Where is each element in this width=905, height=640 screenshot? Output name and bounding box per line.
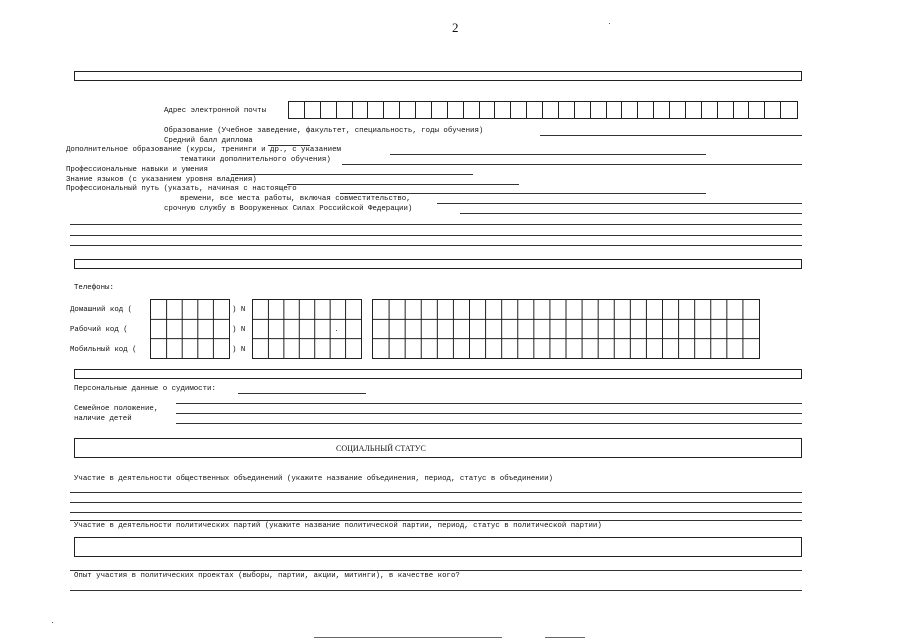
email-cell[interactable]	[686, 102, 702, 118]
email-label: Адрес электронной почты	[164, 107, 267, 115]
education-line[interactable]	[540, 135, 802, 136]
email-cell[interactable]	[337, 102, 353, 118]
phone-mobile-label: Мобильный код (	[70, 346, 137, 354]
email-cell[interactable]	[607, 102, 623, 118]
public-orgs-line-1[interactable]	[70, 492, 802, 493]
phone-number-grid-b[interactable]	[372, 299, 760, 359]
phone-home-close: ) N	[232, 306, 246, 314]
email-cell[interactable]	[480, 102, 496, 118]
email-cell-grid[interactable]	[288, 101, 798, 119]
career-label-1: Профессиональный путь (указать, начиная с настоящего	[66, 185, 297, 193]
email-cell[interactable]	[781, 102, 797, 118]
email-cell[interactable]	[638, 102, 654, 118]
email-cell[interactable]	[400, 102, 416, 118]
career-line-1[interactable]	[340, 193, 706, 194]
parties-answer-box[interactable]	[74, 537, 802, 557]
email-cell[interactable]	[305, 102, 321, 118]
page-number: 2	[452, 20, 459, 35]
projects-top-rule	[70, 570, 802, 571]
section-bar-top	[74, 71, 802, 81]
public-orgs-line-2[interactable]	[70, 502, 802, 503]
phone-work-close: ) N	[232, 326, 246, 334]
scan-dot	[336, 330, 337, 331]
email-cell[interactable]	[448, 102, 464, 118]
languages-line[interactable]	[287, 184, 519, 185]
section-bar-2	[74, 259, 802, 269]
criminal-record-label: Персональные данные о судимости:	[74, 385, 216, 393]
additional-education-line-1[interactable]	[390, 154, 706, 155]
phone-code-grid[interactable]	[150, 299, 230, 359]
bottom-rule-short	[545, 637, 585, 638]
phones-header: Телефоны:	[74, 284, 114, 292]
email-cell[interactable]	[575, 102, 591, 118]
scan-dot	[52, 622, 53, 623]
family-line-1[interactable]	[176, 403, 802, 404]
career-line-6[interactable]	[70, 245, 802, 246]
criminal-record-line[interactable]	[238, 393, 366, 394]
phone-mobile-close: ) N	[232, 346, 246, 354]
email-cell[interactable]	[416, 102, 432, 118]
gpa-label: Средний балл диплома	[164, 137, 253, 145]
scan-dot	[609, 23, 610, 24]
email-cell[interactable]	[734, 102, 750, 118]
email-cell[interactable]	[321, 102, 337, 118]
email-cell[interactable]	[654, 102, 670, 118]
phone-number-b-lines	[373, 300, 759, 358]
projects-line-1[interactable]	[70, 590, 802, 591]
phone-number-a-lines	[253, 300, 361, 358]
additional-education-label-2: тематики дополнительного обучения)	[180, 156, 331, 164]
professional-skills-label: Профессиональные навыки и умения	[66, 166, 208, 174]
email-cell[interactable]	[718, 102, 734, 118]
professional-skills-line[interactable]	[231, 174, 473, 175]
parties-label: Участие в деятельности политических партий (укажите название политической партии, период, статус в политической партии)	[74, 522, 602, 530]
career-label-2: времени, все места работы, включая совместительство,	[180, 195, 411, 203]
email-cell[interactable]	[559, 102, 575, 118]
email-cell[interactable]	[622, 102, 638, 118]
family-label-2: наличие детей	[74, 415, 132, 423]
email-cell[interactable]	[353, 102, 369, 118]
email-cell[interactable]	[289, 102, 305, 118]
email-cell[interactable]	[765, 102, 781, 118]
career-line-2[interactable]	[437, 203, 802, 204]
social-status-box	[74, 438, 802, 458]
additional-education-line-2[interactable]	[342, 164, 802, 165]
languages-label: Знание языков (с указанием уровня владения)	[66, 176, 257, 184]
career-line-5[interactable]	[70, 235, 802, 236]
email-cell[interactable]	[527, 102, 543, 118]
education-label: Образование (Учебное заведение, факультет, специальность, годы обучения)	[164, 127, 484, 135]
phone-home-label: Домашний код (	[70, 306, 133, 314]
email-cell[interactable]	[670, 102, 686, 118]
career-line-4[interactable]	[70, 224, 802, 225]
projects-label: Опыт участия в политических проектах (выборы, партии, акции, митинги), в качестве кого?	[74, 572, 460, 580]
email-cell[interactable]	[368, 102, 384, 118]
family-line-3[interactable]	[176, 423, 802, 424]
bottom-rule	[314, 637, 502, 638]
email-cell[interactable]	[511, 102, 527, 118]
social-status-title: СОЦИАЛЬНЫЙ СТАТУС	[336, 444, 426, 453]
email-cell[interactable]	[749, 102, 765, 118]
parties-top-rule	[70, 520, 802, 521]
family-label-1: Семейное положение,	[74, 405, 159, 413]
career-label-3: срочную службу в Вооруженных Силах Российской Федерации)	[164, 205, 413, 213]
phone-number-grid-a[interactable]	[252, 299, 362, 359]
additional-education-label: Дополнительное образование (курсы, тренинги и др., с указанием	[66, 146, 341, 154]
email-cell[interactable]	[495, 102, 511, 118]
career-line-3[interactable]	[460, 213, 802, 214]
email-cell[interactable]	[464, 102, 480, 118]
phone-code-lines	[151, 300, 229, 358]
email-cell[interactable]	[702, 102, 718, 118]
public-orgs-line-3[interactable]	[70, 512, 802, 513]
email-cell[interactable]	[591, 102, 607, 118]
email-cell[interactable]	[543, 102, 559, 118]
public-orgs-label: Участие в деятельности общественных объединений (укажите название объединения, период, статус в объединении)	[74, 475, 553, 483]
email-cell[interactable]	[384, 102, 400, 118]
phone-work-label: Рабочий код (	[70, 326, 128, 334]
section-bar-3	[74, 369, 802, 379]
family-line-2[interactable]	[176, 413, 802, 414]
email-cell[interactable]	[432, 102, 448, 118]
